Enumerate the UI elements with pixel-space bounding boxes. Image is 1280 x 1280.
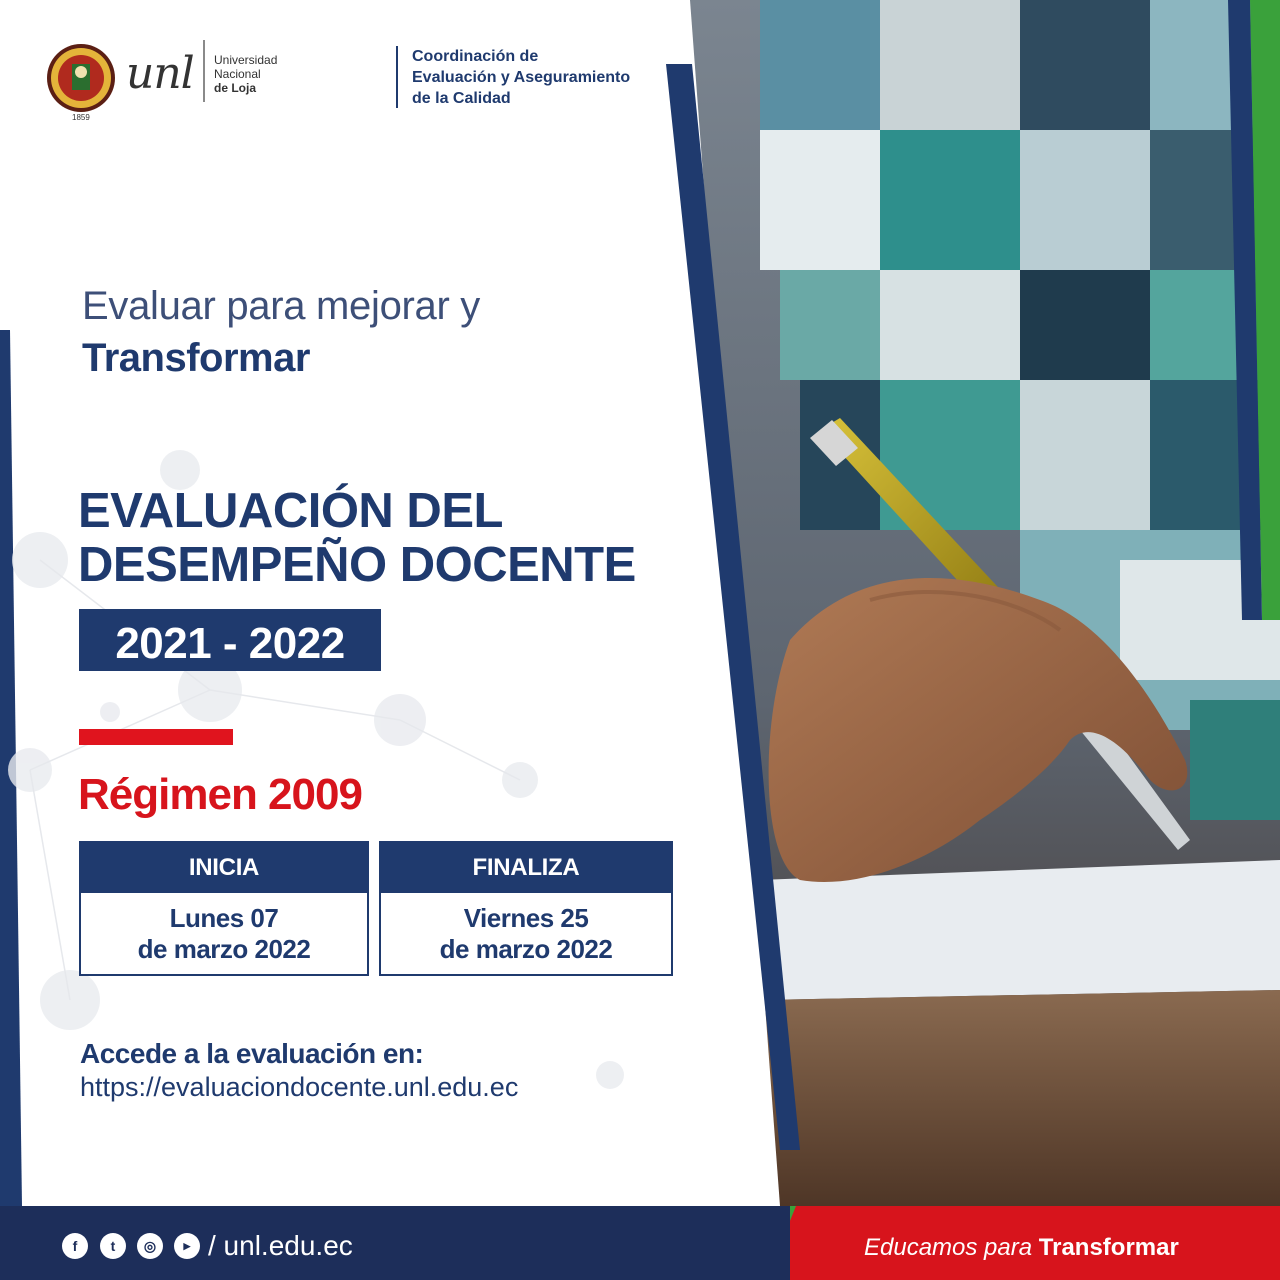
slogan-line1: Evaluar para mejorar y — [82, 284, 481, 328]
university-seal-icon — [44, 42, 118, 122]
website-link[interactable]: / unl.edu.ec — [208, 1230, 353, 1261]
end-date-value: Viernes 25 de marzo 2022 — [439, 903, 613, 964]
divider — [396, 46, 398, 108]
evaluation-link[interactable]: https://evaluaciondocente.unl.edu.ec — [80, 1072, 519, 1102]
period-text: 2021 - 2022 — [115, 619, 345, 668]
access-label: Accede a la evaluación en: — [80, 1038, 424, 1069]
instagram-icon[interactable]: ◎ — [137, 1233, 163, 1259]
end-date-header: FINALIZA — [381, 843, 671, 893]
red-accent-bar — [79, 729, 233, 745]
twitter-icon[interactable]: t — [100, 1233, 126, 1259]
slogan-line2: Transformar — [82, 336, 310, 380]
coordination-name: Coordinación de Evaluación y Aseguramiento de la Calidad — [412, 48, 631, 107]
university-name: Universidad Nacional de Loja — [214, 53, 278, 95]
start-date-value: Lunes 07 de marzo 2022 — [137, 903, 311, 964]
start-date-header: INICIA — [81, 843, 367, 893]
regimen-label: Régimen 2009 — [78, 770, 362, 819]
start-date-box — [79, 841, 369, 976]
footer-tagline: Educamos para Transformar — [864, 1234, 1179, 1261]
poster-title: EVALUACIÓN DEL DESEMPEÑO DOCENTE — [78, 484, 636, 592]
facebook-icon[interactable]: f — [62, 1233, 88, 1259]
divider — [203, 40, 205, 102]
period-badge — [79, 609, 381, 671]
end-date-box — [379, 841, 673, 976]
unl-wordmark: unl — [126, 48, 194, 99]
youtube-icon[interactable]: ▶ — [174, 1233, 200, 1259]
seal-year: 1859 — [72, 113, 90, 122]
